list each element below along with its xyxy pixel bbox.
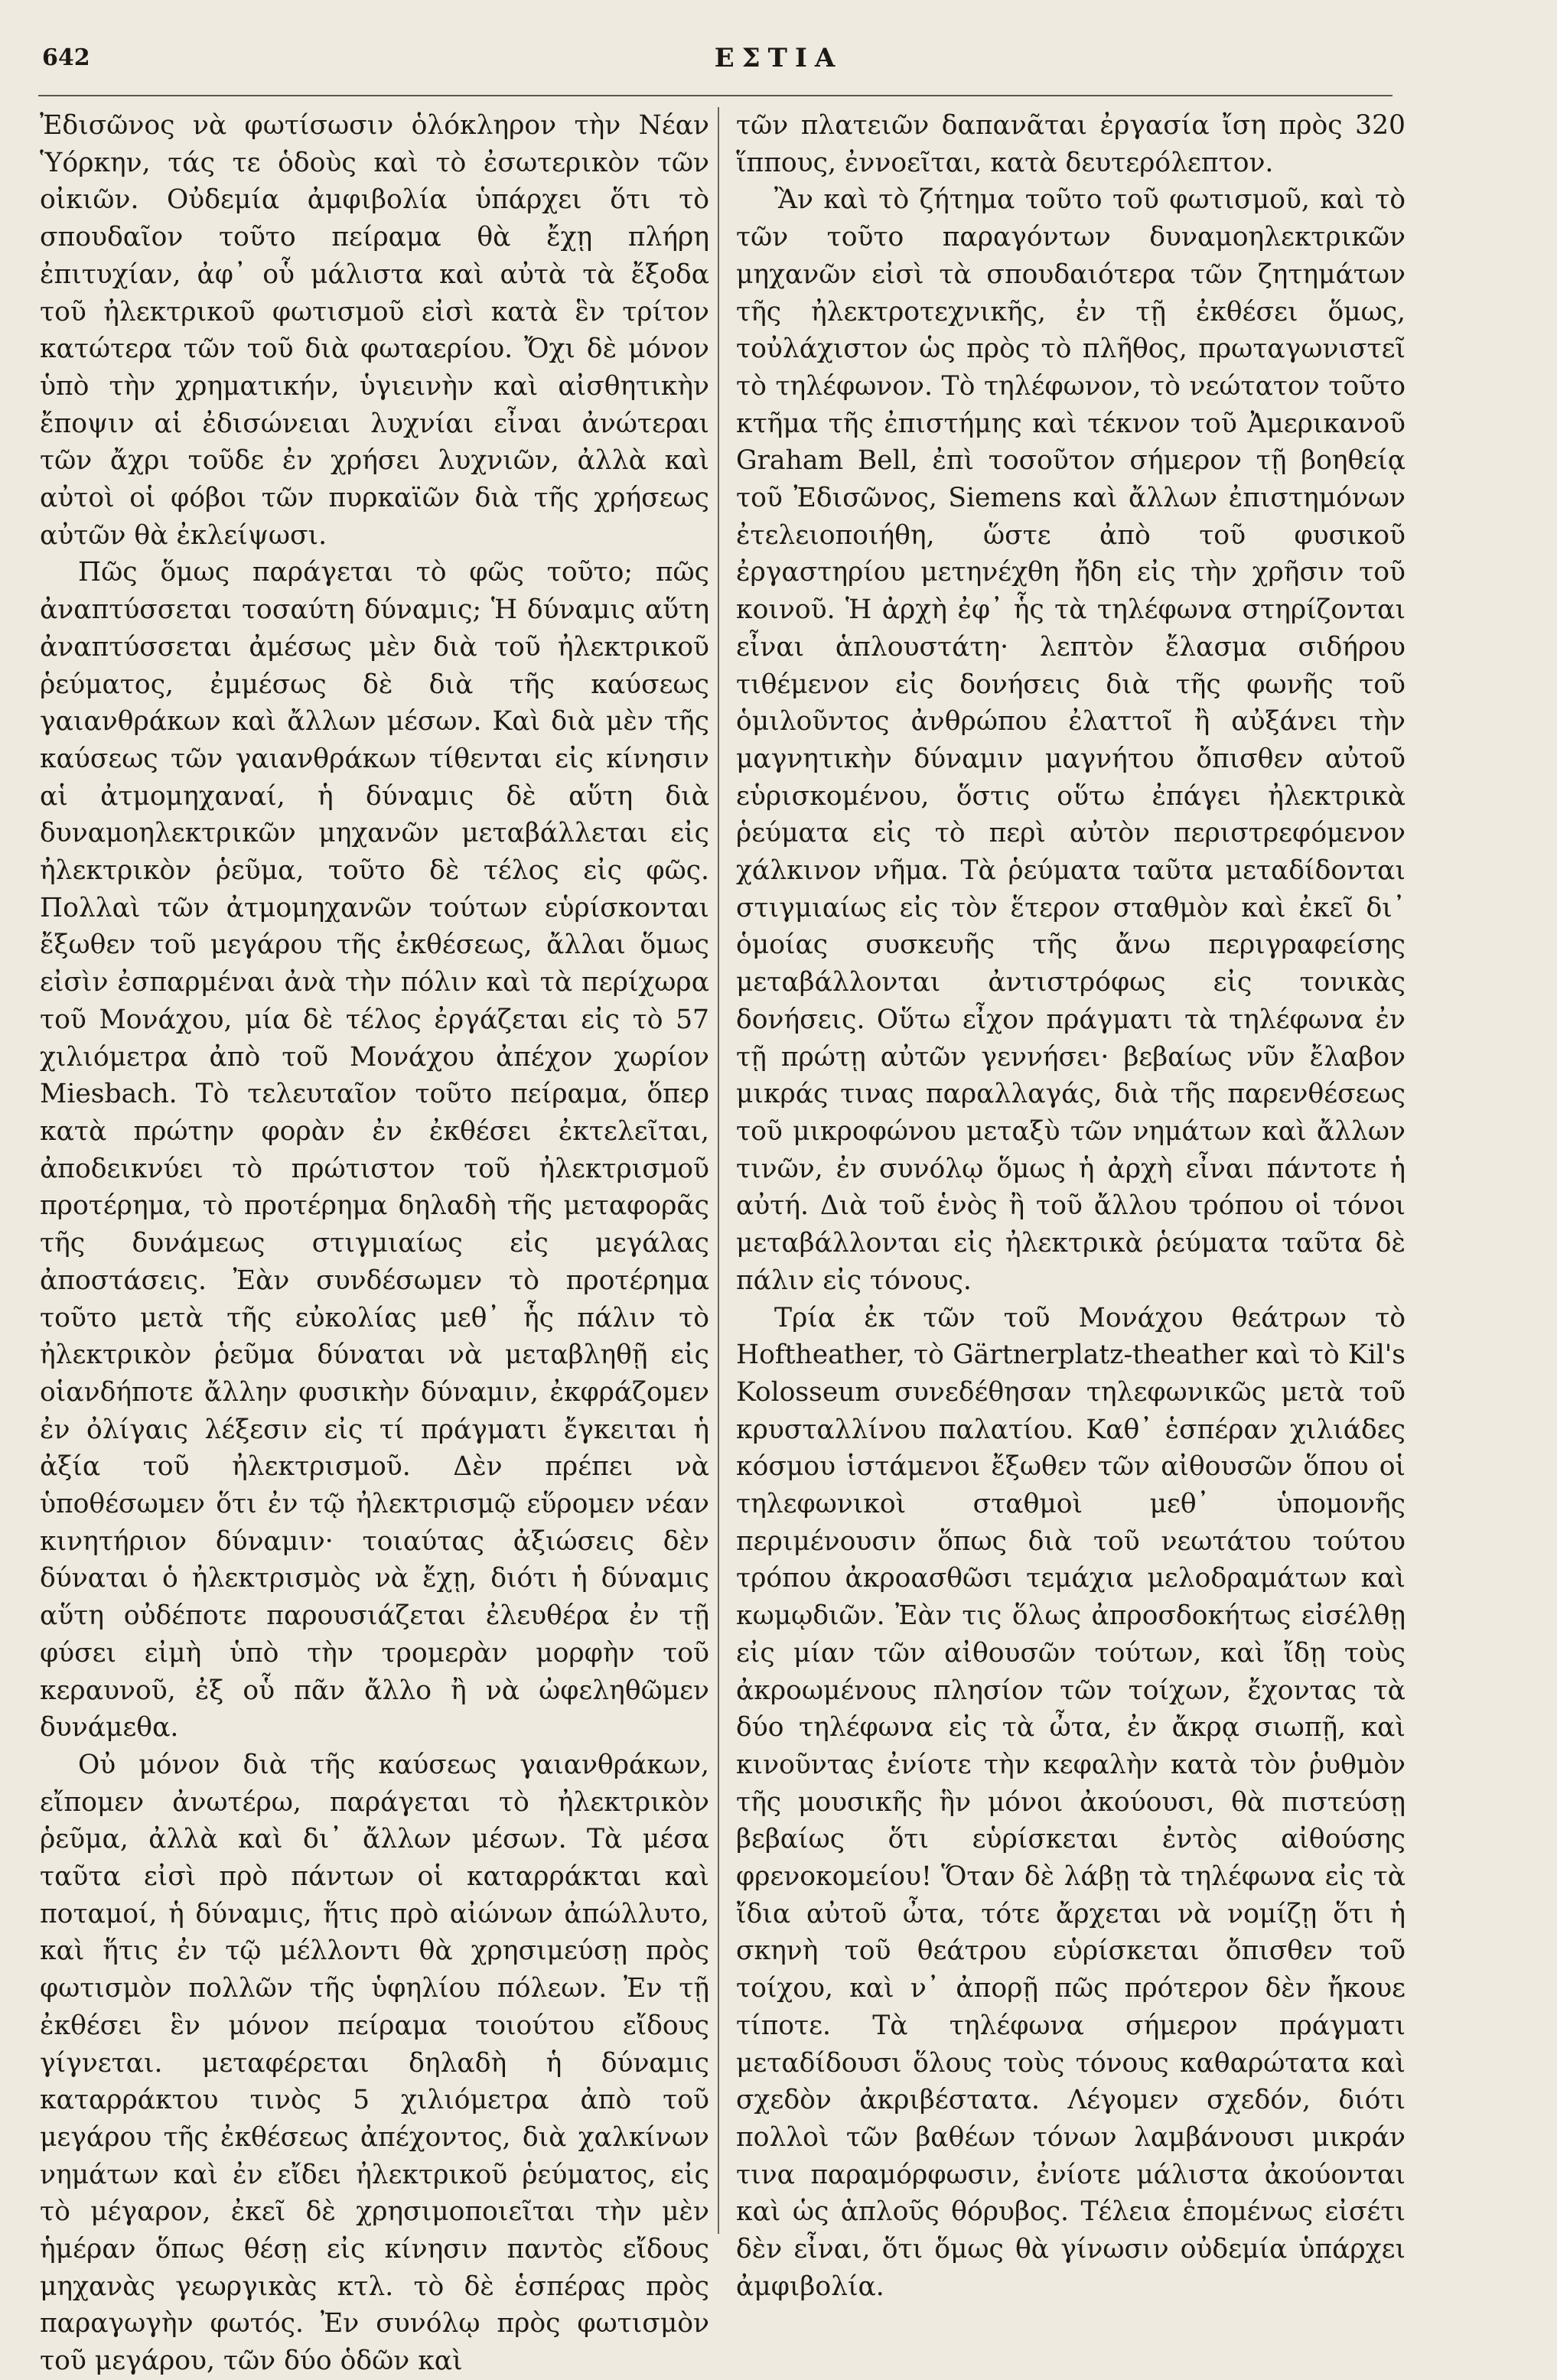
right-column	[736, 107, 1406, 2302]
right-paragraph-3: Τρία ἐκ τῶν τοῦ Μονάχου θεάτρων τὸ Hoftheather, τὸ Gärtnerplatz-theather καὶ τὸ Kil's Kolosseum συνεδέθησαν τηλεφωνικῶς μετὰ τοῦ κρυσταλλίνου παλατίου. Καθ᾽ ἑσπέραν χιλιάδες κόσμου ἱστάμενοι ἔξωθεν τῶν αἰθουσῶν ὅπου οἱ τηλεφωνικοὶ σταθμοὶ μεθ᾽ ὑπομονῆς περιμένουσιν ὅπως διὰ τοῦ νεωτάτου τούτου τρόπου ἀκροασθῶσι τεμάχια μελοδραμάτων καὶ κωμῳδιῶν. Ἐὰν τις ὅλως ἀπροσδοκήτως εἰσέλθῃ εἰς μίαν τῶν αἰθουσῶν τούτων, καὶ ἴδῃ τοὺς ἀκροωμένους πλησίον τῶν τοίχων, ἔχοντας τὰ δύο τηλέφωνα εἰς τὰ ὦτα, ἐν ἄκρᾳ σιωπῇ, καὶ κινοῦντας ἐνίοτε τὴν κεφαλὴν κατὰ τὸν ῥυθμὸν τῆς μουσικῆς ἣν μόνοι ἀκούουσι, θὰ πιστεύσῃ βεβαίως ὅτι εὑρίσκεται ἐντὸς αἰθούσης φρενοκομείου! Ὅταν δὲ λάβῃ τὰ τηλέφωνα εἰς τὰ ἴδια αὐτοῦ ὦτα, τότε ἄρχεται νὰ νομίζῃ ὅτι ἡ σκηνὴ τοῦ θεάτρου εὑρίσκεται ὄπισθεν τοῦ τοίχου, καὶ ν᾽ ἀπορῇ πῶς πρότερον δὲν ἤκουε τίποτε. Τὰ τηλέφωνα σήμερον πράγματι μεταδίδουσι ὅλους τοὺς τόνους καθαρώτατα καὶ σχεδὸν ἀκριβέστατα. Λέγομεν σχεδόν, διότι πολλοὶ τῶν βαθέων τόνων λαμβάνουσι μικράν τινα παραμόρφωσιν, ἐνίοτε μάλιστα ἀκούονται καὶ ὡς ἁπλοῦς θόρυβος. Τέλεια ἑπομένως εἰσέτι δὲν εἶναι, ὅτι ὅμως θὰ γίνωσιν οὐδεμία ὑπάρχει ἀμφιβολία.	[736, 1302, 1406, 2302]
left-paragraph-1: Ἐδισῶνος νὰ φωτίσωσιν ὁλόκληρον τὴν Νέαν Ὑόρκην, τάς τε ὁδοὺς καὶ τὸ ἐσωτερικὸν τῶν οἰκιῶν. Οὐδεμία ἀμφιβολία ὑπάρχει ὅτι τὸ σπουδαῖον τοῦτο πείραμα θὰ ἔχῃ πλήρη ἐπιτυχίαν, ἀφ᾽ οὗ μάλιστα καὶ αὐτὰ τὰ ἔξοδα τοῦ ἠλεκτρικοῦ φωτισμοῦ εἰσὶ κατὰ ἓν τρίτον κατώτερα τῶν τοῦ διὰ φωταερίου. Ὄχι δὲ μόνον ὑπὸ τὴν χρηματικήν, ὑγιεινὴν καὶ αἰσθητικὴν ἔποψιν αἱ ἐδισώνειαι λυχνίαι εἶναι ἀνώτεραι τῶν ἄχρι τοῦδε ἐν χρήσει λυχνιῶν, ἀλλὰ καὶ αὐτοὶ οἱ φόβοι τῶν πυρκαϊῶν διὰ τῆς χρήσεως αὐτῶν θὰ ἐκλείψωσι.	[40, 110, 709, 551]
page-number: 642	[42, 44, 90, 71]
column-divider	[718, 107, 719, 2234]
right-paragraph-2: Ἂν καὶ τὸ ζήτημα τοῦτο τοῦ φωτισμοῦ, καὶ τὸ τῶν τοῦτο παραγόντων δυναμοηλεκτρικῶν μηχανῶν εἰσὶ τὰ σπουδαιότερα τῶν ζητημάτων τῆς ἠλεκτροτεχνικῆς, ἐν τῇ ἐκθέσει ὅμως, τοὐλάχιστον ὡς πρὸς τὸ πλῆθος, πρωταγωνιστεῖ τὸ τηλέφωνον. Τὸ τηλέφωνον, τὸ νεώτατον τοῦτο κτῆμα τῆς ἐπιστήμης καὶ τέκνον τοῦ Ἀμερικανοῦ Graham Bell, ἐπὶ τοσοῦτον σήμερον τῇ βοηθείᾳ τοῦ Ἐδισῶνος, Siemens καὶ ἄλλων ἐπιστημόνων ἐτελειοποιήθη, ὥστε ἀπὸ τοῦ φυσικοῦ ἐργαστηρίου μετηνέχθη ἤδη εἰς τὴν χρῆσιν τοῦ κοινοῦ. Ἡ ἀρχὴ ἐφ᾽ ἧς τὰ τηλέφωνα στηρίζονται εἶναι ἁπλουστάτη· λεπτὸν ἔλασμα σιδήρου τιθέμενον εἰς δονήσεις διὰ τῆς φωνῆς τοῦ ὁμιλοῦντος ἀνθρώπου ἐλαττοῖ ἢ αὐξάνει τὴν μαγνητικὴν δύναμιν μαγνήτου ὄπισθεν αὐτοῦ εὑρισκομένου, ὅστις οὕτω ἐπάγει ἠλεκτρικὰ ῥεύματα εἰς τὸ περὶ αὐτὸν περιστρεφόμενον χάλκινον νῆμα. Τὰ ῥεύματα ταῦτα μεταδίδονται στιγμιαίως εἰς τὸν ἕτερον σταθμὸν καὶ ἐκεῖ δι᾽ ὁμοίας συσκευῆς τῆς ἄνω περιγραφείσης μεταβάλλονται ἀντιστρόφως εἰς τονικὰς δονήσεις. Οὕτω εἶχον πράγματι τὰ τηλέφωνα ἐν τῇ πρώτῃ αὐτῶν γεννήσει· βεβαίως νῦν ἔλαβον μικράς τινας παραλλαγάς, διὰ τῆς παρενθέσεως τοῦ μικροφώνου μεταξὺ τῶν νημάτων καὶ ἄλλων τινῶν, ἐν συνόλῳ ὅμως ἡ ἀρχὴ εἶναι πάντοτε ἡ αὐτή. Διὰ τοῦ ἑνὸς ἢ τοῦ ἄλλου τρόπου οἱ τόνοι μεταβάλλονται εἰς ἠλεκτρικὰ ῥεύματα ταῦτα δὲ πάλιν εἰς τόνους.	[736, 184, 1406, 1296]
journal-title: ΕΣΤΙΑ	[714, 43, 843, 73]
header-rule	[38, 95, 1393, 96]
left-paragraph-3: Οὐ μόνον διὰ τῆς καύσεως γαιανθράκων, εἴπομεν ἀνωτέρω, παράγεται τὸ ἠλεκτρικὸν ῥεῦμα, ἀλλὰ καὶ δι᾽ ἄλλων μέσων. Τὰ μέσα ταῦτα εἰσὶ πρὸ πάντων οἱ καταρράκται καὶ ποταμοί, ἡ δύναμις, ἥτις πρὸ αἰώνων ἀπώλλυτο, καὶ ἥτις ἐν τῷ μέλλοντι θὰ χρησιμεύσῃ πρὸς φωτισμὸν πολλῶν τῆς ὑφηλίου πόλεων. Ἐν τῇ ἐκθέσει ἓν μόνον πείραμα τοιούτου εἴδους γίγνεται. μεταφέρεται δηλαδὴ ἡ δύναμις καταρράκτου τινὸς 5 χιλιόμετρα ἀπὸ τοῦ μεγάρου τῆς ἐκθέσεως ἀπέχοντος, διὰ χαλκίνων νημάτων καὶ ἐν εἴδει ἠλεκτρικοῦ ῥεύματος, εἰς τὸ μέγαρον, ἐκεῖ δὲ χρησιμοποιεῖται τὴν μὲν ἡμέραν ὅπως θέσῃ εἰς κίνησιν παντὸς εἴδους μηχανὰς γεωργικὰς κτλ. τὸ δὲ ἑσπέρας πρὸς παραγωγὴν φωτός. Ἐν συνόλῳ πρὸς φωτισμὸν τοῦ μεγάρου, τῶν δύο ὁδῶν καὶ	[40, 1749, 709, 2377]
left-column	[40, 107, 709, 2377]
left-paragraph-2: Πῶς ὅμως παράγεται τὸ φῶς τοῦτο; πῶς ἀναπτύσσεται τοσαύτη δύναμις; Ἡ δύναμις αὕτη ἀναπτύσσεται ἀμέσως μὲν διὰ τοῦ ἠλεκτρικοῦ ῥεύματος, ἐμμέσως δὲ διὰ τῆς καύσεως γαιανθράκων καὶ ἄλλων μέσων. Καὶ διὰ μὲν τῆς καύσεως τῶν γαιανθράκων τίθενται εἰς κίνησιν αἱ ἀτμομηχαναί, ἡ δύναμις δὲ αὕτη διὰ δυναμοηλεκτρικῶν μηχανῶν μεταβάλλεται εἰς ἠλεκτρικὸν ῥεῦμα, τοῦτο δὲ τέλος εἰς φῶς. Πολλαὶ τῶν ἀτμομηχανῶν τούτων εὑρίσκονται ἔξωθεν τοῦ μεγάρου τῆς ἐκθέσεως, ἄλλαι ὅμως εἰσὶν ἐσπαρμέναι ἀνὰ τὴν πόλιν καὶ τὰ περίχωρα τοῦ Μονάχου, μία δὲ τέλος ἐργάζεται εἰς τὸ 57 χιλιόμετρα ἀπὸ τοῦ Μονάχου ἀπέχον χωρίον Miesbach. Τὸ τελευταῖον τοῦτο πείραμα, ὅπερ κατὰ πρώτην φορὰν ἐν ἐκθέσει ἐκτελεῖται, ἀποδεικνύει τὸ πρώτιστον τοῦ ἠλεκτρισμοῦ προτέρημα, τὸ προτέρημα δηλαδὴ τῆς μεταφορᾶς τῆς δυνάμεως στιγμιαίως εἰς μεγάλας ἀποστάσεις. Ἐὰν συνδέσωμεν τὸ προτέρημα τοῦτο μετὰ τῆς εὐκολίας μεθ᾽ ἧς πάλιν τὸ ἠλεκτρικὸν ῥεῦμα δύναται νὰ μεταβληθῇ εἰς οἱανδήποτε ἄλλην φυσικὴν δύναμιν, ἐκφράζομεν ἐν ὀλίγαις λέξεσιν εἰς τί πράγματι ἔγκειται ἡ ἀξία τοῦ ἠλεκτρισμοῦ. Δὲν πρέπει νὰ ὑποθέσωμεν ὅτι ἐν τῷ ἠλεκτρισμῷ εὕρομεν νέαν κινητήριον δύναμιν· τοιαύτας ἀξιώσεις δὲν δύναται ὁ ἠλεκτρισμὸς νὰ ἔχῃ, διότι ἡ δύναμις αὕτη οὐδέποτε παρουσιάζεται ἐλευθέρα ἐν τῇ φύσει εἰμὴ ὑπὸ τὴν τρομερὰν μορφὴν τοῦ κεραυνοῦ, ἐξ οὗ πᾶν ἄλλο ἢ νὰ ὠφεληθῶμεν δυνάμεθα.	[40, 557, 709, 1743]
right-paragraph-1: τῶν πλατειῶν δαπανᾶται ἐργασία ἴση πρὸς 320 ἵππους, ἐννοεῖται, κατὰ δευτερόλεπτον.	[736, 110, 1406, 178]
